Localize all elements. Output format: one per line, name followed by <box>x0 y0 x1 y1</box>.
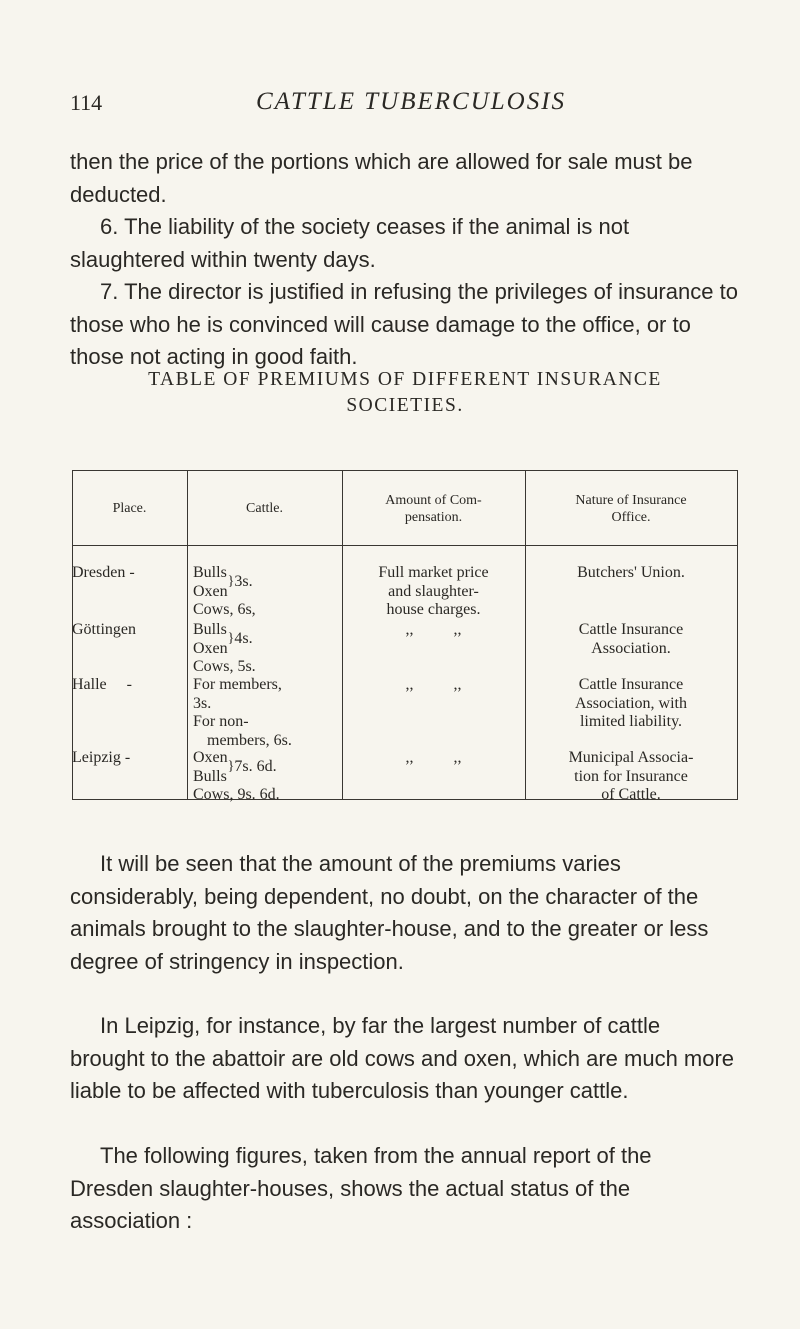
header-nature: Nature of Insurance Office. <box>575 493 687 525</box>
row-dresden-place: Dresden - <box>72 564 135 581</box>
row-leipzig-place: Leipzig - <box>72 749 131 766</box>
row-dresden-amount: Full market price and slaughter- house charges. <box>378 564 489 618</box>
row-gottingen-cattle: Bulls Oxen } 4s. Cows, 5s. <box>193 621 256 675</box>
row-gottingen-nature: Cattle Insurance Association. <box>578 621 684 657</box>
table-title: TABLE OF PREMIUMS OF DIFFERENT INSURANCE SOCIETIES. <box>148 369 662 416</box>
header-amount: Amount of Com- pensation. <box>385 493 482 525</box>
row-halle-cattle: For members, 3s. For non- members, 6s. <box>193 676 292 749</box>
row-gottingen-place: Göttingen <box>72 621 136 638</box>
paragraph-6: The following figures, taken from the annual report of the Dresden slaughter-houses, shows the actual status of the association : <box>70 1143 652 1233</box>
header-cattle: Cattle. <box>246 501 283 516</box>
row-leipzig-nature: Municipal Associa- tion for Insurance of Cattle. <box>568 749 694 803</box>
row-dresden-cattle: Bulls Oxen } 3s. Cows, 6s, <box>193 564 256 618</box>
brace-icon: } <box>227 759 235 775</box>
row-dresden-nature: Butchers' Union. <box>577 564 685 581</box>
running-title: CATTLE TUBERCULOSIS <box>256 88 567 115</box>
paragraph-5: In Leipzig, for instance, by far the largest number of cattle brought to the abattoir are old cows and oxen, which are much more liable to be affected with tuberculosis than younger cattle. <box>70 1013 735 1103</box>
row-halle-place: Halle - <box>72 676 132 693</box>
header-place: Place. <box>112 501 147 516</box>
paragraph-3: 7. The director is justified in refusing the privileges of insurance to those who he is convinced will cause damage to the office, or to those not acting in good faith. <box>70 279 738 369</box>
premiums-table <box>72 470 738 803</box>
paragraph-2: 6. The liability of the society ceases if the animal is not slaughtered within twenty days. <box>70 214 630 272</box>
row-gottingen-amount: ,, ,, <box>405 621 462 638</box>
paragraph-1: then the price of the portions which are allowed for sale must be deducted. <box>70 149 693 207</box>
header-rule <box>72 545 738 546</box>
brace-icon: } <box>227 574 235 590</box>
row-leipzig-amount: ,, ,, <box>405 749 462 766</box>
paragraph-4: It will be seen that the amount of the premiums varies considerably, being dependent, no doubt, on the character of the animals brought to the slaughter-house, and to the greater or less degree of stringency in inspection. <box>70 851 709 974</box>
row-halle-amount: ,, ,, <box>405 676 462 693</box>
row-halle-nature: Cattle Insurance Association, with limited liability. <box>575 676 687 730</box>
row-leipzig-cattle: Oxen Bulls } 7s. 6d. Cows, 9s. 6d. <box>193 749 280 803</box>
page-header <box>70 90 760 130</box>
page-number: 114 <box>70 90 103 115</box>
brace-icon: } <box>227 631 235 647</box>
table-top-rule <box>72 470 738 471</box>
